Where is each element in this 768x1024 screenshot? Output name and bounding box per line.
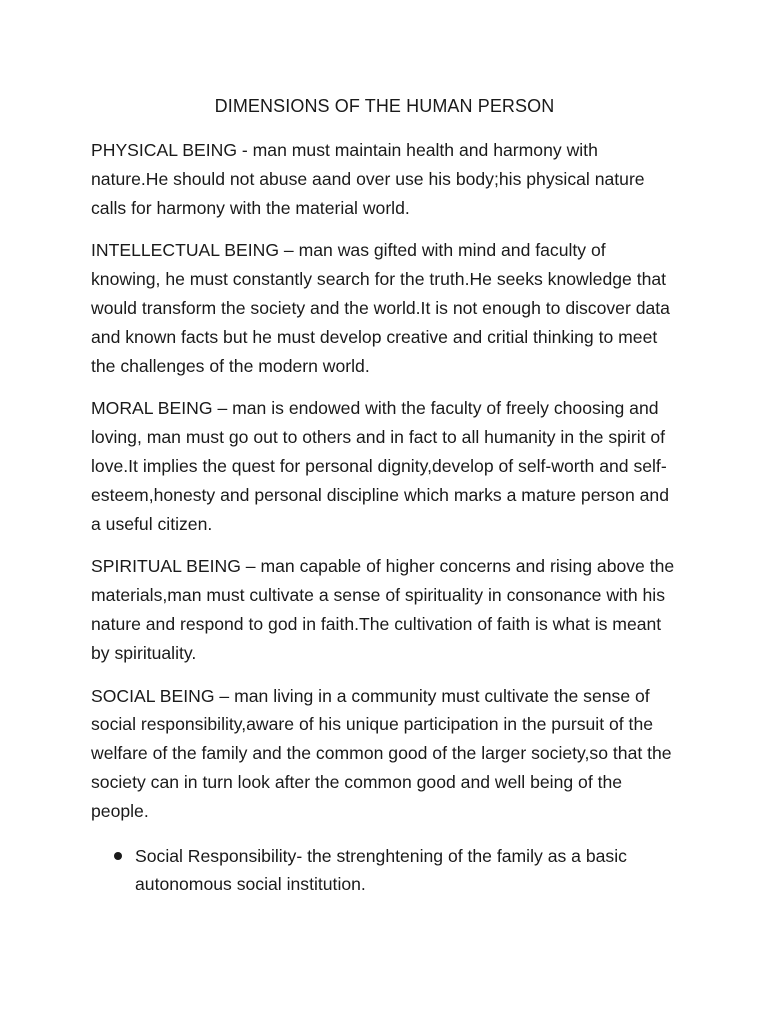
- paragraph-social-being: SOCIAL BEING – man living in a community must cultivate the sense of social responsibility,aware of his unique participation in the pursuit of the welfare of the family and the common good of the larger society,so that the society can in turn look after the common good and well being of the people.: [91, 685, 672, 821]
- bullet-list: [91, 842, 678, 900]
- paragraph-spiritual-being: SPIRITUAL BEING – man capable of higher concerns and rising above the materials,man must cultivate a sense of spirituality in consonance with his nature and respond to god in faith.The cultivation of faith is what is meant by spirituality.: [91, 556, 675, 663]
- paragraph-moral-being: MORAL BEING – man is endowed with the faculty of freely choosing and loving, man must go out to others and in fact to all humanity in the spirit of love.It implies the quest for personal dignity,develop of self-worth and self-esteem,honesty and personal discipline which marks a mature person and a useful citizen.: [91, 398, 669, 534]
- bullet-text: Social Responsibility- the strenghtening of the family as a basic autonomous social institution.: [135, 845, 627, 895]
- bullet-dot-icon: [114, 852, 122, 860]
- paragraph-intellectual-being: INTELLECTUAL BEING – man was gifted with mind and faculty of knowing, he must constantly search for the truth.He seeks knowledge that would transform the society and the world.It is not enough to discover data and known facts but he must develop creative and critial thinking to meet the challenges of the modern world.: [91, 240, 670, 376]
- bullet-item: [91, 842, 678, 900]
- paragraph-physical-being: PHYSICAL BEING - man must maintain health and harmony with nature.He should not abuse aand over use his body;his physical nature calls for harmony with the material world.: [91, 140, 645, 218]
- document-title: DIMENSIONS OF THE HUMAN PERSON: [214, 96, 555, 116]
